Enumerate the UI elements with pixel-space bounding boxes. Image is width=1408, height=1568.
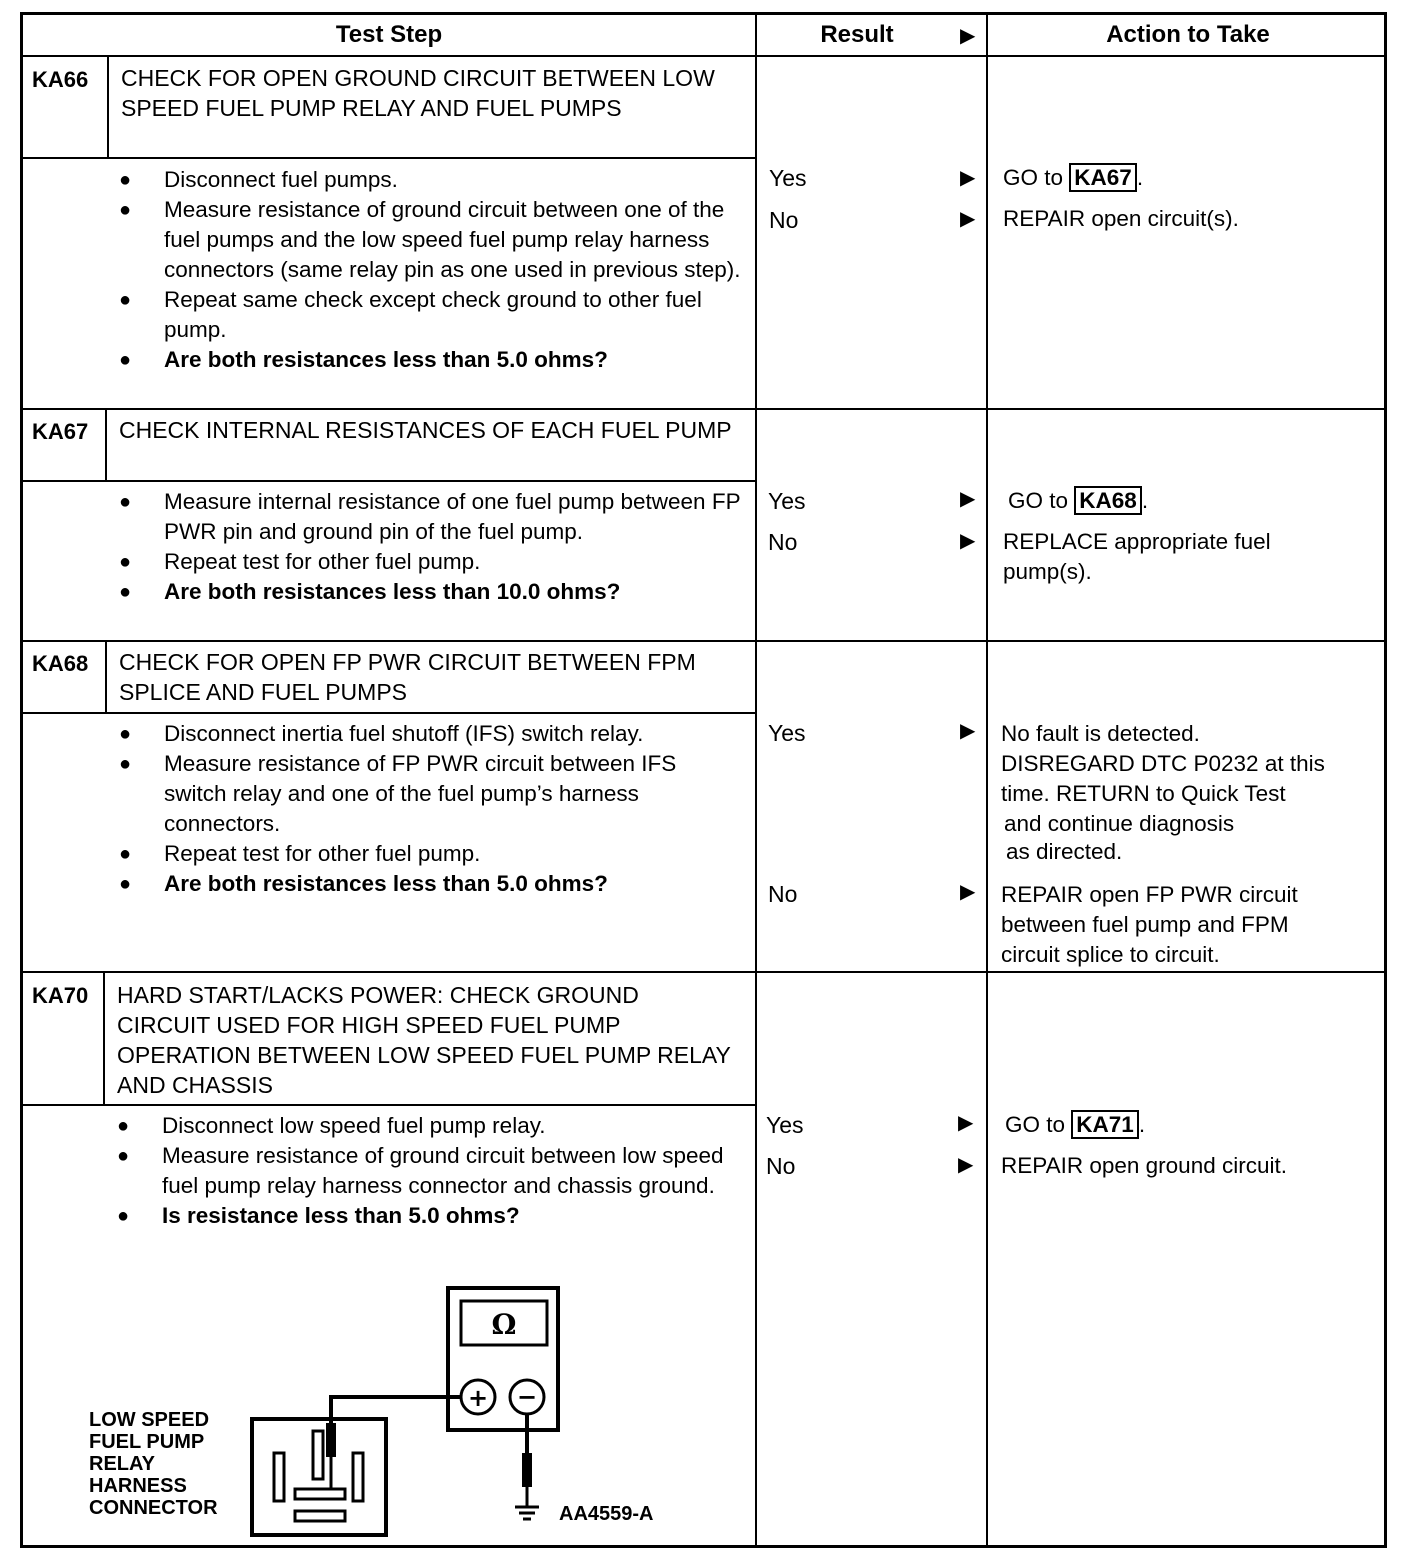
header-test-step: Test Step — [335, 21, 443, 48]
result-yes: Yes — [766, 1112, 804, 1138]
action-no: REPLACE appropriate fuel pump(s). — [1003, 529, 1271, 584]
label-line: FUEL PUMP — [89, 1431, 205, 1453]
ohm-symbol: Ω — [491, 1308, 517, 1341]
connector-label — [89, 1409, 218, 1519]
label-line: HARNESS — [89, 1475, 187, 1497]
step-question: ● Is resistance less than 5.0 ohms? — [117, 1201, 747, 1231]
arrow-icon: ▶ — [960, 488, 976, 510]
ref-box: KA68 — [1074, 486, 1142, 515]
result-no: No — [769, 207, 799, 233]
label-line: CONNECTOR — [89, 1497, 218, 1519]
step-item: ● Measure resistance of ground circuit between one of the fuel pumps and the low speed fuel pump relay harness connectors (same relay pin as one used in previous step). — [119, 195, 744, 285]
step-code: KA66 — [32, 67, 89, 92]
step-item: ● Measure resistance of ground circuit between low speed fuel pump relay harness connector and chassis ground. — [117, 1141, 747, 1201]
row-rule — [23, 971, 1387, 973]
step-list — [119, 487, 749, 607]
action-line: as directed. — [1006, 839, 1123, 864]
step-title: CHECK FOR OPEN FP PWR CIRCUIT BETWEEN FPM SPLICE AND FUEL PUMPS — [119, 649, 696, 705]
step-title: CHECK INTERNAL RESISTANCES OF EACH FUEL PUMP — [119, 417, 732, 443]
step-list — [119, 165, 744, 375]
positive-probe — [326, 1423, 336, 1457]
arrow-icon: ▶ — [960, 208, 976, 230]
arrow-icon: ▶ — [960, 720, 976, 742]
label-line: RELAY — [89, 1453, 155, 1475]
result-no: No — [766, 1153, 796, 1179]
step-list — [117, 1111, 747, 1231]
ref-box: KA71 — [1071, 1110, 1139, 1139]
code-divider — [107, 55, 109, 157]
figure-id: AA4559-A — [559, 1503, 654, 1525]
action-line: time. RETURN to Quick Test — [1001, 781, 1286, 806]
step-item: ● Disconnect inertia fuel shutoff (IFS) switch relay. — [119, 719, 729, 749]
connector-pin — [295, 1511, 345, 1521]
diagnostic-table — [20, 12, 1387, 1548]
title-rule — [23, 480, 755, 482]
action-line: No fault is detected. — [1001, 721, 1200, 746]
action-line: between fuel pump and FPM — [1001, 912, 1289, 937]
label-line: LOW SPEED — [89, 1409, 210, 1431]
header-result: Result — [820, 21, 894, 48]
result-yes: Yes — [768, 488, 806, 514]
arrow-icon: ▶ — [960, 167, 976, 189]
row-rule — [23, 408, 1387, 410]
header-arrow-icon: ▶ — [960, 25, 976, 47]
action-line: circuit splice to circuit. — [1001, 942, 1220, 967]
action-line: and continue diagnosis — [1004, 811, 1235, 836]
action-line: DISREGARD DTC P0232 at this — [1001, 751, 1325, 776]
code-divider — [105, 640, 107, 712]
step-code: KA70 — [32, 983, 89, 1008]
title-rule — [23, 712, 755, 714]
step-item: ● Disconnect low speed fuel pump relay. — [117, 1111, 747, 1141]
minus-sign: − — [516, 1383, 538, 1411]
action-yes — [1001, 719, 1325, 865]
step-item: ● Repeat test for other fuel pump. — [119, 547, 749, 577]
result-no: No — [768, 529, 798, 555]
code-divider — [105, 408, 107, 480]
action-no: REPAIR open circuit(s). — [1003, 206, 1239, 231]
step-item: ● Disconnect fuel pumps. — [119, 165, 744, 195]
header-rule — [23, 55, 1387, 57]
title-rule — [23, 1104, 755, 1106]
connector-pin — [353, 1453, 363, 1501]
step-item: ● Measure resistance of FP PWR circuit between IFS switch relay and one of the fuel pump’s harness connectors. — [119, 749, 729, 839]
step-title: CHECK FOR OPEN GROUND CIRCUIT BETWEEN LOW SPEED FUEL PUMP RELAY AND FUEL PUMPS — [121, 65, 715, 121]
action-yes: GO to KA71 . — [1005, 1112, 1146, 1137]
connector-pin — [295, 1489, 345, 1499]
arrow-icon: ▶ — [960, 530, 976, 552]
connector-pin — [313, 1431, 323, 1479]
row-rule — [23, 640, 1387, 642]
title-rule — [23, 157, 755, 159]
step-item: ● Repeat test for other fuel pump. — [119, 839, 729, 869]
step-code: KA68 — [32, 651, 89, 676]
ref-box: KA67 — [1069, 163, 1137, 192]
step-code: KA67 — [32, 419, 89, 444]
action-no — [1001, 880, 1298, 970]
header-action: Action to Take — [1106, 21, 1270, 48]
negative-probe — [522, 1453, 532, 1487]
action-yes: GO to KA68 . — [1008, 488, 1149, 513]
result-no: No — [768, 881, 798, 907]
step-question: ● Are both resistances less than 10.0 ohms? — [119, 577, 749, 607]
step-item: ● Measure internal resistance of one fuel pump between FP PWR pin and ground pin of the fuel pump. — [119, 487, 749, 547]
step-question: ● Are both resistances less than 5.0 ohms? — [119, 869, 729, 899]
step-item: ● Repeat same check except check ground to other fuel pump. — [119, 285, 744, 345]
divider-action — [986, 15, 988, 1545]
step-list — [119, 719, 729, 899]
arrow-icon: ▶ — [958, 1154, 974, 1176]
arrow-icon: ▶ — [958, 1112, 974, 1134]
action-no: REPAIR open ground circuit. — [1001, 1153, 1287, 1178]
result-yes: Yes — [769, 165, 807, 191]
arrow-icon: ▶ — [960, 881, 976, 903]
divider-result — [755, 15, 757, 1545]
step-question: ● Are both resistances less than 5.0 ohms? — [119, 345, 744, 375]
code-divider — [103, 971, 105, 1104]
step-title: HARD START/LACKS POWER: CHECK GROUND CIRCUIT USED FOR HIGH SPEED FUEL PUMP OPERATION BETWEEN LOW SPEED FUEL PUMP RELAY AND CHASSIS — [117, 982, 731, 1098]
result-yes: Yes — [768, 720, 806, 746]
action-line: REPAIR open FP PWR circuit — [1001, 882, 1298, 907]
connector-pin — [274, 1453, 284, 1501]
plus-sign: + — [467, 1384, 489, 1412]
relay-connector — [252, 1419, 386, 1535]
action-yes: GO to KA67 . — [1003, 165, 1144, 190]
